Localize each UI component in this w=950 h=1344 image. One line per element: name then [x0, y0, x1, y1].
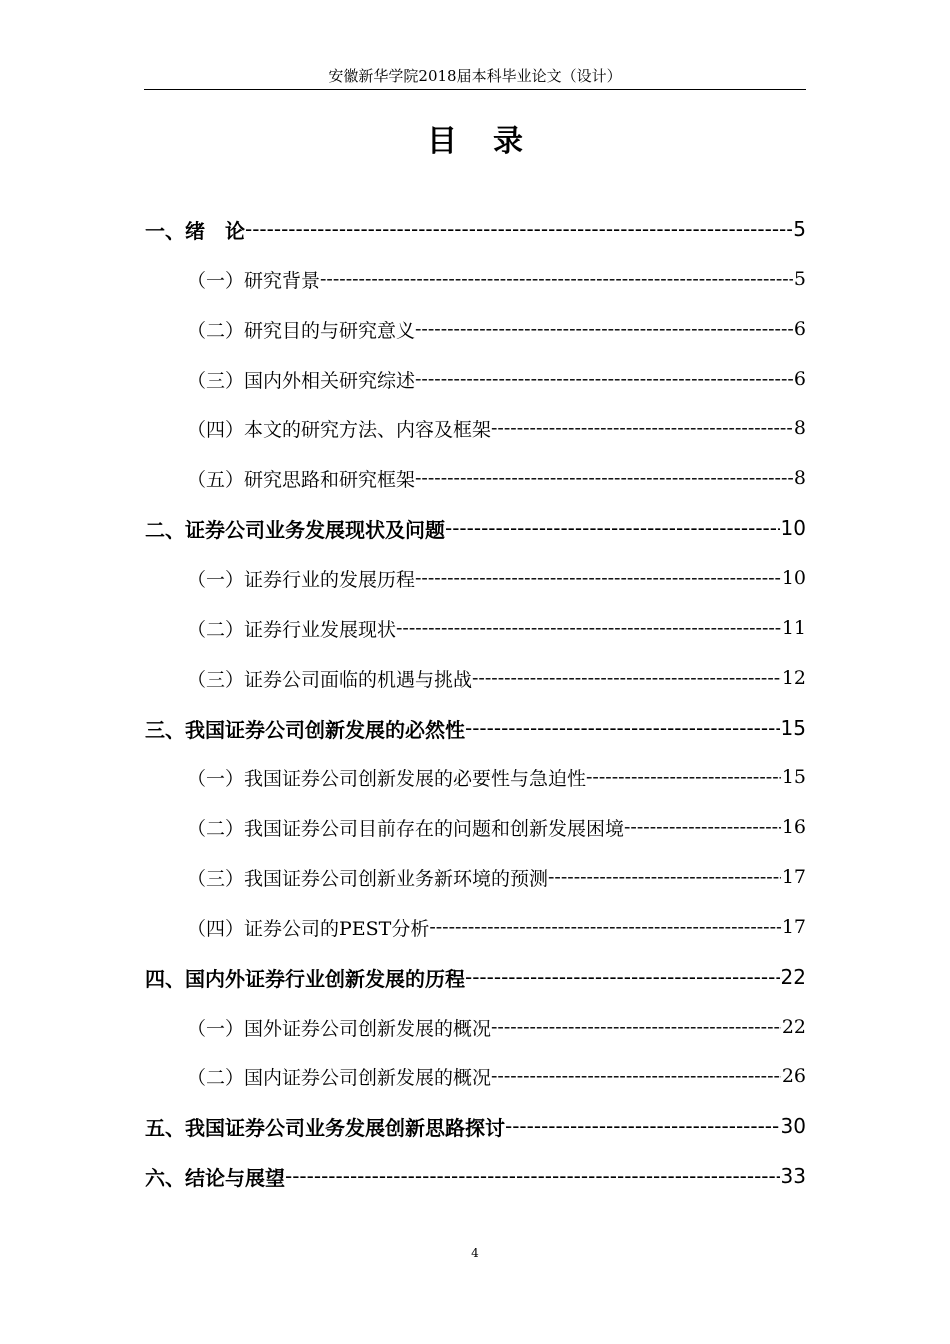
toc-section[interactable] [187, 264, 806, 294]
toc-entry-page: 10 [780, 516, 806, 540]
toc-entry-page: 8 [793, 467, 806, 489]
toc-entry-page: 15 [780, 716, 806, 740]
toc-entry-label: 二、证券公司业务发展现状及问题 [145, 517, 445, 542]
toc-chapter[interactable] [145, 513, 806, 543]
toc-section[interactable] [187, 314, 806, 344]
toc-section[interactable] [187, 663, 806, 693]
toc-entry-page: 22 [781, 1016, 806, 1038]
toc-dot-leader [586, 766, 781, 788]
toc-section[interactable] [187, 364, 806, 394]
page-title: 目录 [427, 124, 559, 159]
toc-dot-leader [415, 318, 793, 340]
toc-entry-label: （五）研究思路和研究框架 [187, 468, 416, 491]
toc-entry-label: 五、我国证券公司业务发展创新思路探讨 [145, 1115, 505, 1140]
toc-entry-label: 六、结论与展望 [145, 1165, 285, 1190]
toc-entry-page: 22 [780, 965, 806, 989]
toc-dot-leader [548, 866, 781, 888]
page-number: 4 [471, 1246, 479, 1260]
toc-entry-label: （一）研究背景 [187, 269, 321, 292]
toc-dot-leader [491, 1016, 781, 1038]
toc-entry-page: 8 [793, 417, 806, 439]
toc-section[interactable] [187, 762, 806, 792]
toc-entry-label: 四、国内外证券行业创新发展的历程 [145, 966, 465, 991]
toc-entry-label: （四）证券公司的PEST分析 [187, 917, 430, 940]
toc-entry-label: （二）国内证券公司创新发展的概况 [187, 1066, 492, 1089]
toc-section[interactable] [187, 463, 806, 493]
toc-dot-leader [415, 567, 781, 589]
toc-dot-leader [465, 965, 780, 989]
toc-entry-label: （三）国内外相关研究综述 [187, 369, 416, 392]
toc-entry-page: 16 [781, 816, 806, 838]
toc-entry-page: 33 [780, 1164, 806, 1188]
toc-section[interactable] [187, 812, 806, 842]
toc-chapter[interactable] [145, 962, 806, 992]
toc-entry-label: （二）我国证券公司目前存在的问题和创新发展困境 [187, 817, 625, 840]
toc-dot-leader [245, 217, 792, 241]
toc-entry-label: （二）证券行业发展现状 [187, 618, 397, 641]
toc-section[interactable] [187, 912, 806, 942]
toc-chapter[interactable] [145, 1161, 806, 1191]
toc-chapter[interactable] [145, 214, 806, 244]
toc-dot-leader [472, 667, 781, 689]
toc-entry-label: （一）我国证券公司创新发展的必要性与急迫性 [187, 767, 587, 790]
toc-dot-leader [285, 1164, 780, 1188]
toc-entry-page: 17 [781, 866, 806, 888]
toc-chapter[interactable] [145, 1111, 806, 1141]
toc-entry-page: 5 [793, 217, 806, 241]
toc-entry-label: （三）证券公司面临的机遇与挑战 [187, 668, 473, 691]
toc-entry-page: 5 [793, 268, 806, 290]
toc-section[interactable] [187, 613, 806, 643]
toc-dot-leader [465, 716, 780, 740]
toc-dot-leader [396, 617, 781, 639]
toc-dot-leader [429, 916, 780, 938]
toc-entry-label: 一、绪 论 [145, 218, 245, 243]
toc-dot-leader [415, 368, 793, 390]
toc-entry-label: （三）我国证券公司创新业务新环境的预测 [187, 867, 549, 890]
toc-dot-leader [491, 1065, 781, 1087]
toc-dot-leader [445, 516, 780, 540]
toc-section[interactable] [187, 413, 806, 443]
toc-entry-page: 6 [793, 368, 806, 390]
toc-entry-label: （四）本文的研究方法、内容及框架 [187, 418, 492, 441]
toc-entry-page: 6 [793, 318, 806, 340]
toc-dot-leader [624, 816, 781, 838]
toc-entry-page: 30 [780, 1114, 806, 1138]
toc-entry-page: 26 [781, 1065, 806, 1087]
toc-dot-leader [415, 467, 793, 489]
toc-dot-leader [505, 1114, 780, 1138]
toc-section[interactable] [187, 1012, 806, 1042]
toc-section[interactable] [187, 1061, 806, 1091]
toc-dot-leader [491, 417, 793, 439]
toc-entry-page: 17 [781, 916, 806, 938]
toc-entry-label: （一）证券行业的发展历程 [187, 568, 416, 591]
toc-entry-page: 12 [781, 667, 806, 689]
toc-entry-page: 11 [781, 617, 806, 639]
toc-section[interactable] [187, 862, 806, 892]
toc-chapter[interactable] [145, 713, 806, 743]
toc-entry-page: 10 [781, 567, 806, 589]
toc-dot-leader [320, 268, 793, 290]
running-header: 安徽新华学院2018届本科毕业论文（设计） [328, 67, 622, 85]
toc-entry-page: 15 [781, 766, 806, 788]
toc-entry-label: （一）国外证券公司创新发展的概况 [187, 1017, 492, 1040]
toc-entry-label: 三、我国证券公司创新发展的必然性 [145, 717, 465, 742]
toc-section[interactable] [187, 563, 806, 593]
toc-entry-label: （二）研究目的与研究意义 [187, 319, 416, 342]
